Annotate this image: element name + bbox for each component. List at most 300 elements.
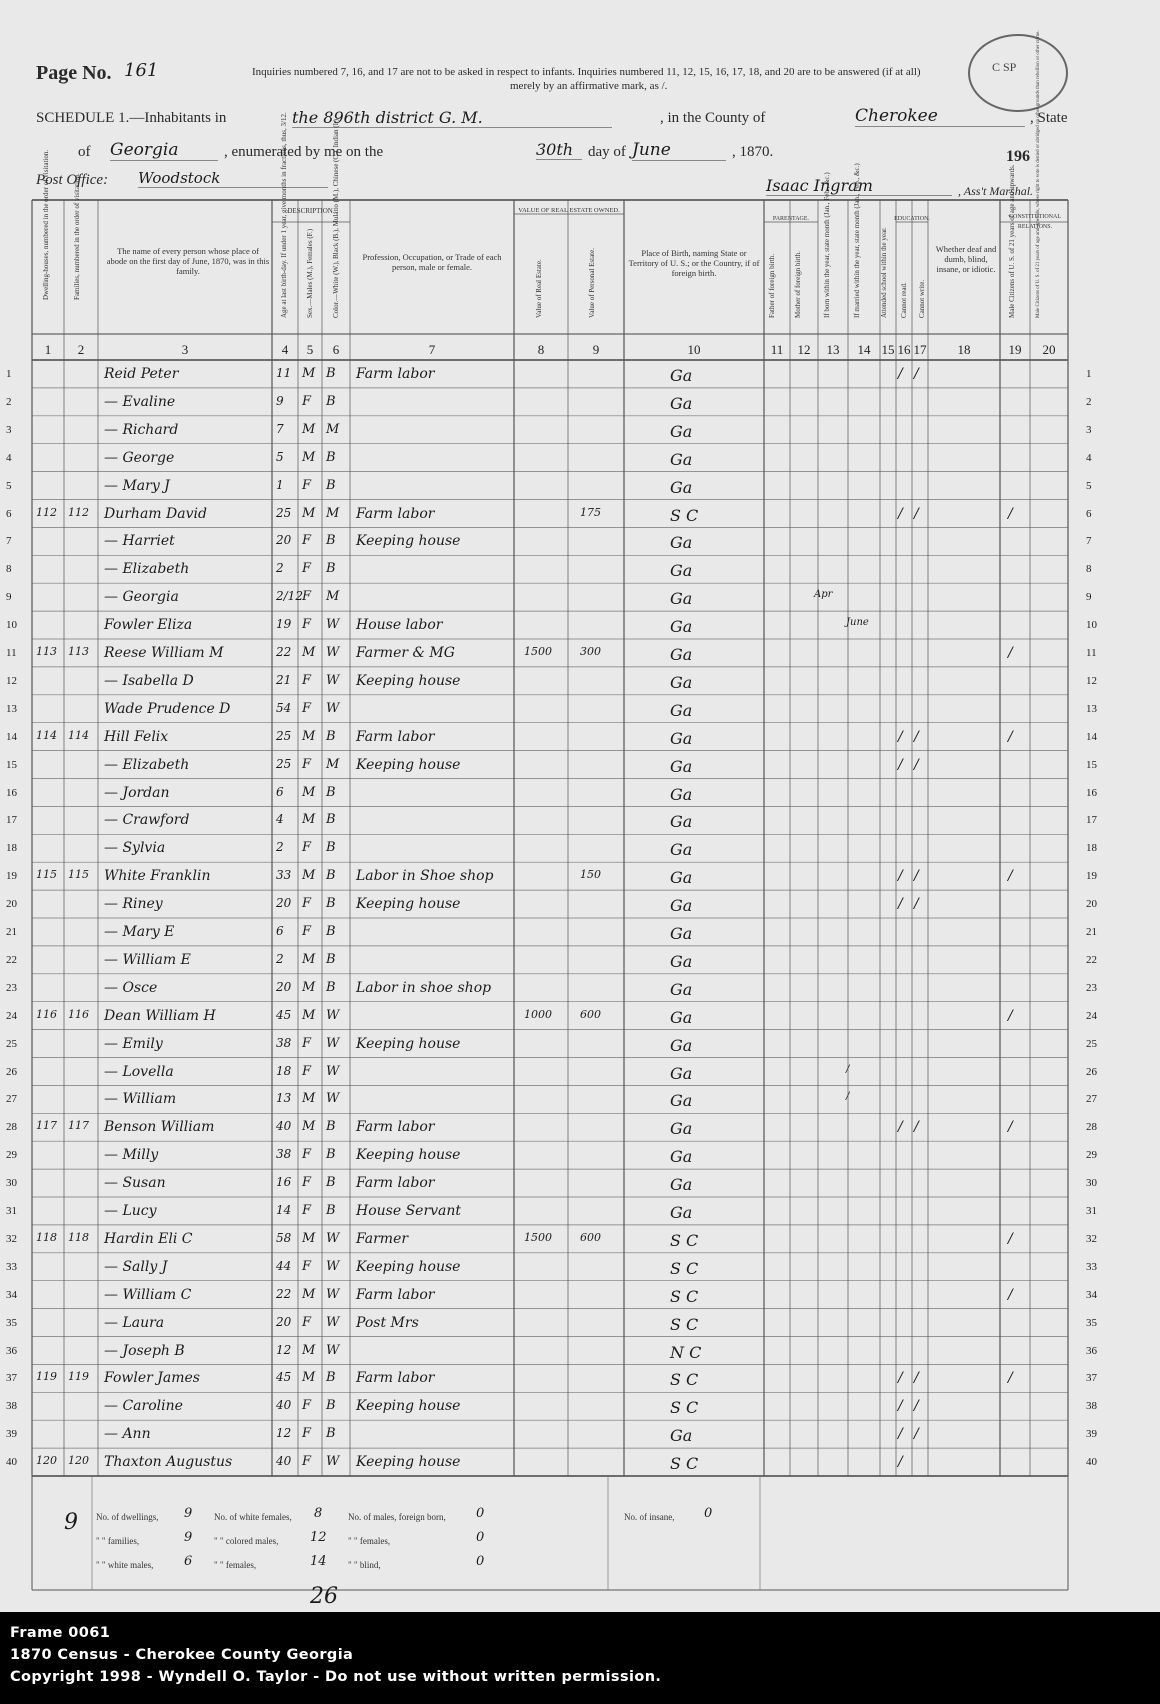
cell-age: 25 xyxy=(276,728,292,743)
cell-personal-estate: 175 xyxy=(580,505,601,519)
cell-personal-estate: 600 xyxy=(580,1230,601,1244)
cell-birthplace: Ga xyxy=(670,868,693,888)
cell-cannot-write: / xyxy=(914,1119,919,1136)
cell-age: 2/12 xyxy=(276,589,303,604)
cell-name: — William xyxy=(104,1091,177,1108)
summary-white-males-label: " " white males, xyxy=(96,1560,154,1570)
summary-dwellings: 9 xyxy=(184,1506,193,1521)
marshal-signature: Isaac Ingram xyxy=(766,176,952,196)
row-number-right: 31 xyxy=(1086,1205,1097,1217)
cell-birthplace: Ga xyxy=(670,1091,693,1111)
cell-occupation: Keeping house xyxy=(356,533,461,550)
cell-dwelling: 112 xyxy=(36,505,57,519)
cell-color: B xyxy=(326,812,336,828)
cell-name: — Joseph B xyxy=(104,1342,185,1359)
row-number-right: 8 xyxy=(1086,563,1092,576)
cell-name: — Isabella D xyxy=(104,672,194,689)
row-number-left: 38 xyxy=(6,1400,17,1413)
cell-color: W xyxy=(326,1454,340,1470)
summary-families-label: " " families, xyxy=(96,1536,140,1546)
cell-cannot-read: / xyxy=(898,1398,903,1415)
cell-birthplace: Ga xyxy=(670,1063,693,1083)
cell-citizen-21: / xyxy=(1008,728,1013,745)
cell-cannot-write: / xyxy=(914,1426,919,1443)
row-number-left: 21 xyxy=(6,926,17,938)
cell-dwelling: 115 xyxy=(36,868,57,882)
row-number-left: 11 xyxy=(6,647,17,659)
frame-caption xyxy=(10,1622,661,1688)
cell-birthplace: Ga xyxy=(670,1119,693,1139)
cell-color: B xyxy=(326,561,336,577)
cell-color: B xyxy=(326,1426,336,1442)
row-number-right: 5 xyxy=(1086,479,1092,492)
cell-color: W xyxy=(326,672,340,688)
cell-birthplace: Ga xyxy=(670,393,693,413)
cell-occupation: Labor in shoe shop xyxy=(356,979,492,996)
cell-sex: M xyxy=(302,1230,316,1246)
cell-name: Wade Prudence D xyxy=(104,700,231,717)
row-number-left: 25 xyxy=(6,1037,17,1050)
cell-birthplace: Ga xyxy=(670,449,693,469)
cell-dwelling: 116 xyxy=(36,1007,57,1021)
cell-sex: F xyxy=(302,533,312,549)
cell-dwelling: 114 xyxy=(36,728,57,742)
row-number-left: 5 xyxy=(6,479,12,492)
cell-cannot-read: / xyxy=(898,1370,903,1387)
col-header-name: The name of every person whose place of abode on the first day of June, 1870, was in this family. xyxy=(106,246,270,276)
summary-white-females: 8 xyxy=(314,1506,323,1521)
cell-age: 2 xyxy=(276,840,284,855)
col-header-cannot-read: Cannot read. xyxy=(900,282,908,318)
cell-birthplace: Ga xyxy=(670,700,693,720)
year-label: , 1870. xyxy=(732,144,774,160)
cell-sex: M xyxy=(302,449,316,465)
cell-color: B xyxy=(326,951,336,967)
cell-dwelling: 113 xyxy=(36,645,57,658)
column-number: 9 xyxy=(592,342,600,357)
summary-colored-males-label: " " colored males, xyxy=(214,1536,279,1546)
cell-color: M xyxy=(326,421,340,437)
column-number: 7 xyxy=(428,342,436,357)
cell-birthplace: S C xyxy=(670,1258,699,1278)
cell-cannot-write: / xyxy=(914,728,919,745)
cell-dwelling: 120 xyxy=(36,1454,57,1468)
cell-occupation: Keeping house xyxy=(356,1258,461,1275)
cell-birthplace: S C xyxy=(670,1454,699,1474)
row-number-left: 20 xyxy=(6,898,17,911)
column-number: 2 xyxy=(77,342,85,357)
row-number-right: 19 xyxy=(1086,870,1097,883)
row-number-left: 14 xyxy=(6,730,17,743)
row-number-left: 27 xyxy=(6,1093,17,1106)
enumerated-label: , enumerated by me on the xyxy=(224,144,384,160)
state-field: Georgia xyxy=(110,140,218,161)
cell-name: — William C xyxy=(104,1286,192,1303)
row-number-left: 24 xyxy=(6,1009,17,1022)
cell-occupation: Farm labor xyxy=(356,1286,435,1303)
cell-birthplace: Ga xyxy=(670,1035,693,1055)
row-number-left: 2 xyxy=(6,395,12,408)
cell-cannot-read: / xyxy=(898,505,903,522)
cell-birthplace: S C xyxy=(670,1286,699,1306)
cell-color: B xyxy=(326,1119,336,1135)
cell-occupation: Keeping house xyxy=(356,756,461,773)
cell-name: — Milly xyxy=(104,1147,159,1164)
cell-name: — Lovella xyxy=(104,1063,174,1080)
cell-name: — Emily xyxy=(104,1035,163,1052)
cell-dwelling: 119 xyxy=(36,1370,57,1384)
col-header-born-in-year: If born within the year, state month (Jan., Feb., &c.) xyxy=(823,172,831,318)
cell-sex: F xyxy=(302,1035,312,1051)
cell-sex: M xyxy=(302,728,316,744)
cell-color: B xyxy=(326,393,336,409)
cell-occupation: Farmer & MG xyxy=(356,645,455,661)
cell-cannot-write: / xyxy=(914,505,919,522)
cell-age: 38 xyxy=(276,1147,292,1162)
cell-sex: F xyxy=(302,477,312,493)
summary-colored-females-label: " " females, xyxy=(214,1560,257,1570)
cell-sex: F xyxy=(302,700,312,716)
row-number-left: 31 xyxy=(6,1205,17,1217)
instructions-note: Inquiries numbered 7, 16, and 17 are not to be asked in respect to infants. Inquiries numbered 11, 12, 15, 16, 17, 18, and 20 are to be answered (if at all) xyxy=(252,66,921,78)
row-number-right: 13 xyxy=(1086,702,1097,715)
column-number: 8 xyxy=(537,342,545,357)
row-number-right: 17 xyxy=(1086,814,1097,827)
cell-age: 54 xyxy=(276,700,292,715)
row-number-left: 36 xyxy=(6,1344,17,1357)
cell-birthplace: S C xyxy=(670,1314,699,1334)
cell-sex: F xyxy=(302,756,312,772)
column-number: 15 xyxy=(881,342,895,357)
cell-color: W xyxy=(326,1063,340,1079)
row-number-left: 8 xyxy=(6,563,12,576)
cell-color: M xyxy=(326,589,340,605)
cell-age: 6 xyxy=(276,784,284,799)
row-number-left: 22 xyxy=(6,953,17,966)
cell-dwelling: 118 xyxy=(36,1230,57,1244)
cell-birthplace: S C xyxy=(670,1398,699,1418)
cell-cannot-write: / xyxy=(914,896,919,913)
cell-name: Hardin Eli C xyxy=(104,1230,193,1247)
cell-birthplace: Ga xyxy=(670,617,693,637)
summary-blind-label: " " blind, xyxy=(348,1560,381,1570)
district-field: the 896th district G. M. xyxy=(292,108,612,128)
cell-birthplace: Ga xyxy=(670,951,693,971)
summary-colored-females: 14 xyxy=(310,1554,327,1569)
cell-cannot-write: / xyxy=(914,1370,919,1387)
cell-birthplace: Ga xyxy=(670,924,693,943)
cell-color: M xyxy=(326,756,340,772)
cell-age: 40 xyxy=(276,1454,292,1469)
cell-name: — Laura xyxy=(104,1314,165,1331)
cell-color: B xyxy=(326,366,336,381)
cell-name: — Osce xyxy=(104,979,158,996)
cell-age: 58 xyxy=(276,1230,292,1245)
cell-age: 33 xyxy=(276,868,292,883)
cell-color: W xyxy=(326,1314,340,1330)
cell-birthplace: Ga xyxy=(670,728,693,748)
cell-name: Durham David xyxy=(104,505,207,522)
post-office-label: Post Office: xyxy=(36,172,109,188)
cell-married-in-year: / xyxy=(846,1063,850,1075)
cell-occupation: Post Mrs xyxy=(356,1314,419,1331)
cell-age: 20 xyxy=(276,533,292,548)
cell-sex: M xyxy=(302,1091,316,1107)
cell-citizen-21: / xyxy=(1008,1370,1013,1387)
cell-occupation: House labor xyxy=(356,617,443,634)
county-label: , in the County of xyxy=(660,110,766,126)
cell-age: 11 xyxy=(276,366,292,380)
cell-color: W xyxy=(326,1286,340,1302)
row-number-right: 22 xyxy=(1086,953,1097,966)
cell-birthplace: Ga xyxy=(670,589,693,609)
cell-married-in-year: / xyxy=(846,1091,850,1103)
col-header-constitutional: CONSTITUTIONAL RELATIONS. xyxy=(1009,214,1061,230)
cell-name: — Mary J xyxy=(104,477,170,494)
cell-real-estate: 1000 xyxy=(524,1007,552,1021)
row-number-left: 19 xyxy=(6,870,17,883)
col-header-married-in-year: If married within the year, state month (Jan., Feb., &c.) xyxy=(853,163,861,318)
cell-birthplace: Ga xyxy=(670,645,693,664)
cell-color: B xyxy=(326,979,336,995)
cell-color: B xyxy=(326,924,336,939)
cell-occupation: Farm labor xyxy=(356,728,435,745)
row-number-left: 1 xyxy=(6,368,12,380)
page-number: 161 xyxy=(124,60,159,81)
cell-color: B xyxy=(326,728,336,744)
col-header-dwelling: Dwelling-houses, numbered in the order of visitation. xyxy=(42,149,50,300)
col-header-age: Age at last birth-day. If under 1 year, give months in fractions, thus, 3/12. xyxy=(280,112,288,318)
state-label: , State xyxy=(1030,110,1068,126)
cell-color: W xyxy=(326,1091,340,1107)
row-number-right: 34 xyxy=(1086,1288,1097,1301)
row-number-right: 40 xyxy=(1086,1456,1097,1469)
cell-birthplace: Ga xyxy=(670,812,693,832)
cell-occupation: Farm labor xyxy=(356,1175,435,1192)
cell-name: — Mary E xyxy=(104,924,175,940)
cell-sex: F xyxy=(302,1258,312,1274)
row-number-right: 15 xyxy=(1086,758,1097,771)
summary-colored-males: 12 xyxy=(310,1530,327,1545)
cell-family: 116 xyxy=(68,1007,89,1021)
summary-dwellings-label: No. of dwellings, xyxy=(96,1512,159,1522)
cell-name: — William E xyxy=(104,951,191,968)
row-number-right: 25 xyxy=(1086,1037,1097,1050)
cell-age: 38 xyxy=(276,1035,292,1050)
cell-name: Reid Peter xyxy=(104,366,179,382)
cell-color: W xyxy=(326,1007,340,1023)
cell-color: B xyxy=(326,1147,336,1163)
stamp-text: C SP xyxy=(992,60,1017,74)
row-number-right: 2 xyxy=(1086,395,1092,408)
row-number-right: 27 xyxy=(1086,1093,1097,1106)
cell-birthplace: Ga xyxy=(670,1007,693,1027)
cell-cannot-read: / xyxy=(898,728,903,745)
row-number-right: 12 xyxy=(1086,674,1097,687)
col-header-estate-group: VALUE OF REAL ESTATE OWNED. xyxy=(518,207,620,214)
row-number-right: 35 xyxy=(1086,1316,1097,1329)
cell-name: Reese William M xyxy=(104,645,224,661)
cell-birthplace: S C xyxy=(670,505,699,525)
col-header-father-foreign: Father of foreign birth. xyxy=(768,253,776,318)
cell-age: 16 xyxy=(276,1175,292,1190)
cell-occupation: Farm labor xyxy=(356,366,435,382)
row-number-right: 14 xyxy=(1086,730,1097,743)
cell-sex: F xyxy=(302,924,312,939)
row-number-left: 18 xyxy=(6,842,17,855)
cell-color: B xyxy=(326,477,336,493)
row-number-right: 9 xyxy=(1086,591,1092,604)
summary-tally-mark: 9 xyxy=(64,1510,78,1535)
row-number-right: 3 xyxy=(1086,423,1092,436)
cell-family: 118 xyxy=(68,1230,89,1244)
cell-sex: M xyxy=(302,366,316,381)
cell-color: B xyxy=(326,784,336,800)
row-number-left: 4 xyxy=(6,451,12,464)
cell-sex: M xyxy=(302,1007,316,1023)
cell-occupation: Farm labor xyxy=(356,505,435,522)
row-number-left: 32 xyxy=(6,1232,17,1245)
cell-citizen-21: / xyxy=(1008,1007,1013,1024)
cell-birthplace: Ga xyxy=(670,1147,693,1167)
cell-cannot-read: / xyxy=(898,868,903,885)
cell-occupation: Keeping house xyxy=(356,1454,461,1471)
column-number: 18 xyxy=(957,342,971,357)
cell-occupation: Farm labor xyxy=(356,1119,435,1136)
cell-age: 20 xyxy=(276,896,292,911)
cell-color: B xyxy=(326,896,336,912)
cell-occupation: Keeping house xyxy=(356,672,461,689)
cell-age: 21 xyxy=(276,672,292,687)
cell-occupation: Keeping house xyxy=(356,1035,461,1052)
row-number-right: 1 xyxy=(1086,368,1092,380)
cell-name: Dean William H xyxy=(104,1007,216,1024)
cell-real-estate: 1500 xyxy=(524,1230,552,1244)
row-number-right: 28 xyxy=(1086,1121,1097,1134)
cell-citizen-21: / xyxy=(1008,645,1013,661)
cell-occupation: House Servant xyxy=(356,1203,462,1219)
cell-birthplace: N C xyxy=(670,1342,702,1362)
cell-family: 119 xyxy=(68,1370,89,1384)
cell-sex: F xyxy=(302,393,312,409)
cell-age: 22 xyxy=(276,645,292,659)
cell-birthplace: Ga xyxy=(670,533,693,553)
cell-name: White Franklin xyxy=(104,868,211,885)
cell-color: W xyxy=(326,645,340,660)
summary-foreign-females-label: " " females, xyxy=(348,1536,391,1546)
row-number-left: 17 xyxy=(6,814,17,827)
cell-age: 1 xyxy=(276,477,284,492)
row-number-left: 13 xyxy=(6,702,17,715)
cell-citizen-21: / xyxy=(1008,1119,1013,1136)
cell-name: — Evaline xyxy=(104,393,176,410)
day-field: 30th xyxy=(536,140,582,160)
cell-name: — Georgia xyxy=(104,589,179,606)
cell-family: 120 xyxy=(68,1454,89,1468)
col-header-citizens: Male Citizens of U. S. of 21 years of age and upwards. xyxy=(1008,164,1016,318)
cell-age: 45 xyxy=(276,1007,292,1022)
cell-citizen-21: / xyxy=(1008,1230,1013,1247)
cell-age: 14 xyxy=(276,1203,292,1217)
cell-color: W xyxy=(326,1342,340,1358)
cell-name: — Richard xyxy=(104,421,179,438)
row-number-left: 35 xyxy=(6,1316,17,1329)
row-number-right: 37 xyxy=(1086,1372,1097,1385)
cell-name: — Ann xyxy=(104,1426,151,1443)
col-header-parentage: PARENTAGE. xyxy=(772,216,810,222)
summary-bottom-note: 26 xyxy=(310,1584,338,1609)
cell-cannot-write: / xyxy=(914,1398,919,1415)
cell-sex: F xyxy=(302,672,312,688)
cell-sex: F xyxy=(302,840,312,856)
cell-family: 112 xyxy=(68,505,89,519)
row-number-left: 30 xyxy=(6,1177,17,1190)
cell-age: 40 xyxy=(276,1119,292,1134)
column-number: 19 xyxy=(1008,342,1022,357)
cell-sex: F xyxy=(302,617,312,633)
row-number-left: 12 xyxy=(6,674,17,687)
row-number-left: 33 xyxy=(6,1260,17,1273)
column-number: 10 xyxy=(687,342,701,357)
row-number-left: 37 xyxy=(6,1372,17,1385)
cell-age: 25 xyxy=(276,756,292,771)
row-number-right: 4 xyxy=(1086,451,1092,464)
county-field: Cherokee xyxy=(855,106,1025,127)
copyright-notice: Copyright 1998 - Wyndell O. Taylor - Do not use without written permission. xyxy=(10,1669,662,1685)
row-number-right: 29 xyxy=(1086,1149,1097,1162)
cell-birthplace: Ga xyxy=(670,366,693,385)
col-header-denied-vote: Male Citizens of U. S. of 21 years of age and upwards, whose right to vote is denied or abridged on other grounds than rebellion or other crime. xyxy=(1036,30,1041,318)
cell-name: Hill Felix xyxy=(104,728,169,745)
cell-birthplace: S C xyxy=(670,1230,699,1250)
column-number: 16 xyxy=(897,342,911,357)
cell-sex: F xyxy=(302,1147,312,1163)
cell-sex: M xyxy=(302,421,316,437)
cell-sex: F xyxy=(302,589,312,605)
row-number-left: 40 xyxy=(6,1456,17,1469)
cell-personal-estate: 600 xyxy=(580,1007,601,1021)
row-number-left: 28 xyxy=(6,1121,17,1134)
cell-age: 20 xyxy=(276,1314,292,1329)
cell-name: — Lucy xyxy=(104,1203,157,1219)
cell-sex: F xyxy=(302,561,312,577)
column-number: 4 xyxy=(281,342,289,357)
row-number-right: 20 xyxy=(1086,898,1097,911)
column-number: 13 xyxy=(826,342,840,357)
cell-sex: M xyxy=(302,868,316,884)
cell-age: 22 xyxy=(276,1286,292,1301)
cell-age: 20 xyxy=(276,979,292,994)
cell-name: — Elizabeth xyxy=(104,561,190,578)
cell-cannot-write: / xyxy=(914,868,919,885)
row-number-right: 38 xyxy=(1086,1400,1097,1413)
row-number-right: 30 xyxy=(1086,1177,1097,1190)
col-header-description: DESCRIPTION. xyxy=(287,207,335,215)
col-header-mother-foreign: Mother of foreign birth. xyxy=(794,251,802,318)
cell-real-estate: 1500 xyxy=(524,645,552,658)
of-label: of xyxy=(78,144,91,160)
cell-occupation: Keeping house xyxy=(356,1398,461,1415)
cell-sex: M xyxy=(302,505,316,521)
cell-birthplace: Ga xyxy=(670,672,693,692)
cell-cannot-read: / xyxy=(898,756,903,773)
cell-name: — George xyxy=(104,449,175,466)
cell-family: 113 xyxy=(68,645,89,658)
cell-sex: M xyxy=(302,1342,316,1358)
col-header-real-estate: Value of Real Estate. xyxy=(535,259,543,318)
row-number-right: 18 xyxy=(1086,842,1097,855)
cell-color: B xyxy=(326,840,336,856)
